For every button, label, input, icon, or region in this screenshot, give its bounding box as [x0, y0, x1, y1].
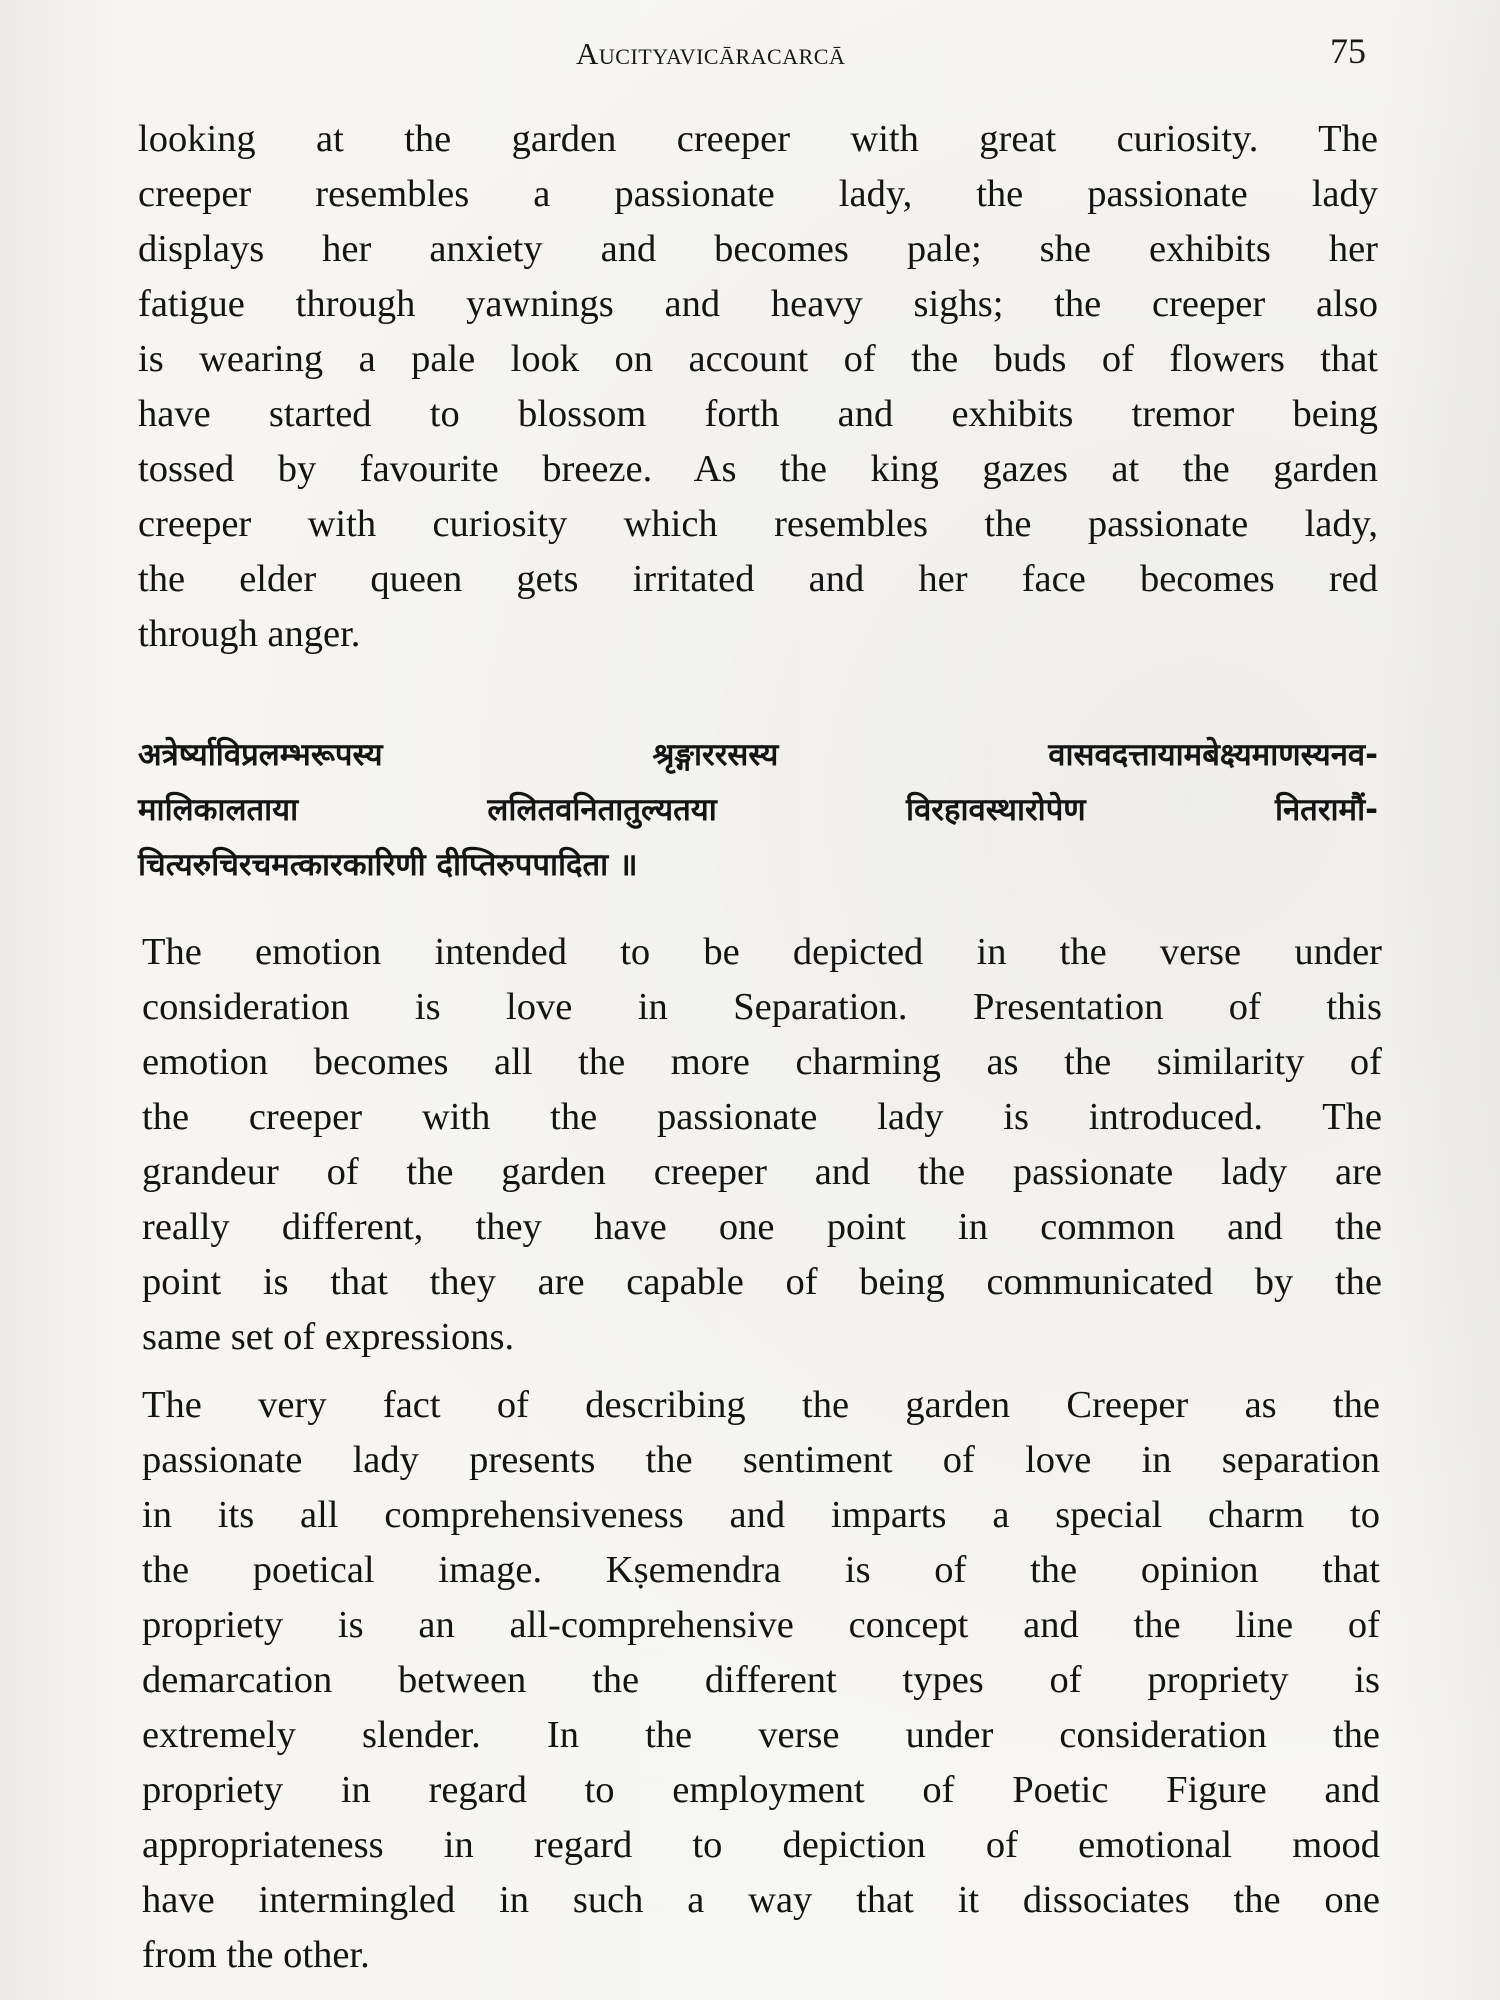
paragraph-emotion — [142, 925, 1382, 1365]
text-line: in its all comprehensiveness and imparts a special charm to — [142, 1494, 1380, 1536]
text-line: fatigue through yawnings and heavy sighs; the creeper also — [138, 283, 1378, 325]
text-line: looking at the garden creeper with great curiosity. The — [138, 118, 1378, 160]
text-line: through anger. — [138, 613, 361, 655]
text-line: emotion becomes all the more charming as the similarity of — [142, 1041, 1382, 1083]
text-line: The emotion intended to be depicted in the verse under — [142, 931, 1382, 973]
text-line: consideration is love in Separation. Presentation of this — [142, 986, 1382, 1028]
text-line: displays her anxiety and becomes pale; she exhibits her — [138, 228, 1378, 270]
text-line: from the other. — [142, 1934, 370, 1976]
sanskrit-line: चित्यरुचिरचमत्कारकारिणी दीप्तिरुपपादिता ॥ — [138, 847, 638, 883]
text-line: is wearing a pale look on account of the buds of flowers that — [138, 338, 1378, 380]
text-line: demarcation between the different types of propriety is — [142, 1659, 1380, 1701]
sanskrit-line: मालिकालताया ललितवनितातुल्यतया विरहावस्थारोपेण नितरामौं- — [138, 792, 1378, 828]
text-line: creeper resembles a passionate lady, the passionate lady — [138, 173, 1378, 215]
text-line: have started to blossom forth and exhibits tremor being — [138, 393, 1378, 435]
text-line: have intermingled in such a way that it dissociates the one — [142, 1879, 1380, 1921]
page-number: 75 — [1330, 31, 1366, 71]
text-line: propriety is an all-comprehensive concept and the line of — [142, 1604, 1380, 1646]
paragraph-propriety — [142, 1378, 1380, 1983]
running-head: Aucityavicāracarcā — [576, 36, 846, 71]
text-line: creeper with curiosity which resembles the passionate lady, — [138, 503, 1378, 545]
text-line: The very fact of describing the garden Creeper as the — [142, 1384, 1380, 1426]
text-line: the elder queen gets irritated and her face becomes red — [138, 558, 1378, 600]
paragraph-continuation — [138, 112, 1378, 662]
text-line: extremely slender. In the verse under consideration the — [142, 1714, 1380, 1756]
text-line: same set of expressions. — [142, 1316, 515, 1358]
text-line: point is that they are capable of being communicated by the — [142, 1261, 1382, 1303]
text-line: the poetical image. Kṣemendra is of the opinion that — [142, 1549, 1380, 1591]
sanskrit-quotation — [138, 728, 1378, 893]
text-line: propriety in regard to employment of Poetic Figure and — [142, 1769, 1380, 1811]
text-line: passionate lady presents the sentiment of love in separation — [142, 1439, 1380, 1481]
text-line: the creeper with the passionate lady is introduced. The — [142, 1096, 1382, 1138]
text-line: appropriateness in regard to depiction of emotional mood — [142, 1824, 1380, 1866]
text-line: tossed by favourite breeze. As the king gazes at the garden — [138, 448, 1378, 490]
text-line: grandeur of the garden creeper and the passionate lady are — [142, 1151, 1382, 1193]
text-line: really different, they have one point in common and the — [142, 1206, 1382, 1248]
sanskrit-line: अत्रेर्ष्याविप्रलम्भरूपस्य श्रृङ्गाररसस्य वासवदत्तायामबेक्ष्यमाणस्यनव- — [138, 737, 1378, 773]
